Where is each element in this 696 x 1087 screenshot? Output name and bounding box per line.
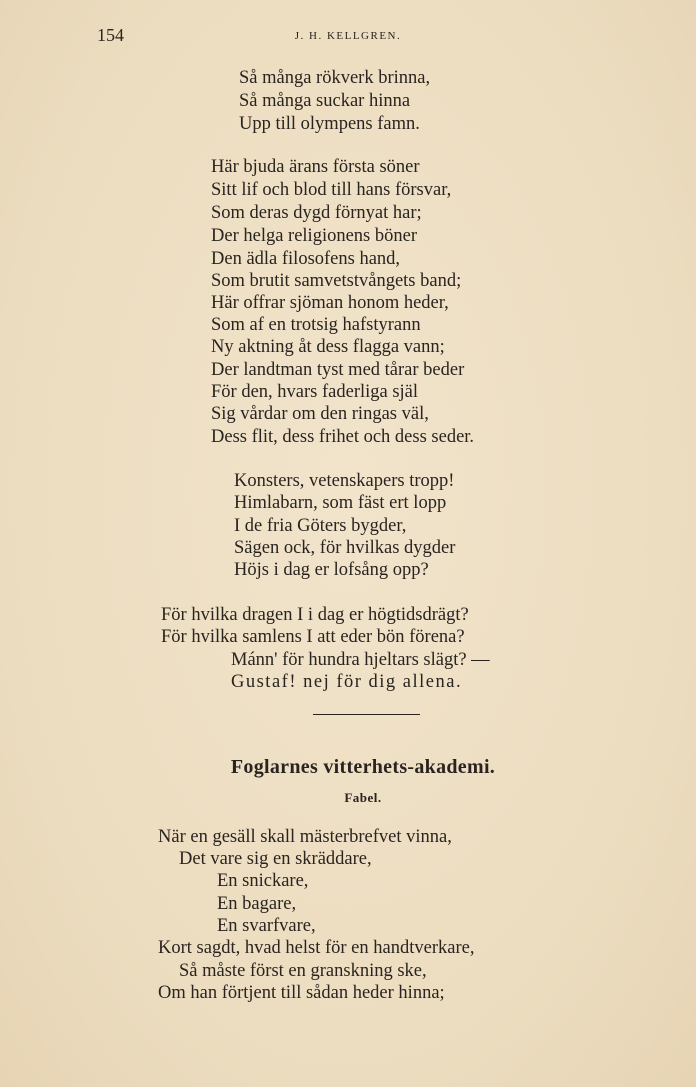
verse-line: Som deras dygd förnyat har; (211, 203, 422, 223)
verse-line: Der landtman tyst med tårar beder (211, 360, 465, 380)
verse-line: Så måste först en granskning ske, (179, 961, 427, 981)
verse-line: Kort sagdt, hvad helst för en handtverkare, (158, 938, 475, 958)
verse-line: Dess flit, dess frihet och dess seder. (211, 427, 475, 447)
fable-subtitle: Fabel. (344, 790, 382, 805)
verse-line: För hvilka dragen I i dag er högtidsdrägt? (161, 605, 469, 625)
verse-line: I de fria Göters bygder, (234, 516, 407, 536)
verse-line: Den ädla filosofens hand, (211, 249, 401, 269)
verse-line: Gustaf! nej för dig allena. (231, 672, 463, 692)
verse-line: Här bjuda ärans första söner (211, 157, 420, 177)
verse-line: Så många suckar hinna (239, 91, 411, 111)
verse-line: Konsters, vetenskapers tropp! (234, 471, 455, 491)
verse-line: Som brutit samvetstvångets band; (211, 271, 462, 291)
verse-line: När en gesäll skall mästerbrefvet vinna, (158, 827, 452, 847)
section-divider (313, 714, 420, 715)
verse-line: En snickare, (217, 871, 309, 891)
verse-line: Som af en trotsig hafstyrann (211, 315, 421, 335)
verse-line: Mánn' för hundra hjeltars slägt? — (231, 650, 490, 670)
verse-line: Sig vårdar om den ringas väl, (211, 404, 429, 424)
verse-line: Himlabarn, som fäst ert lopp (234, 493, 447, 513)
verse-line: Så många rökverk brinna, (239, 68, 431, 88)
running-head: J. H. KELLGREN. (294, 30, 402, 42)
verse-line: Der helga religionens böner (211, 226, 417, 246)
page-number: 154 (97, 25, 124, 45)
verse-line: För hvilka samlens I att eder bön förena? (161, 627, 465, 647)
verse-line: Ny aktning åt dess flagga vann; (211, 337, 445, 357)
verse-line: Det vare sig en skräddare, (179, 849, 372, 869)
verse-line: En svarfvare, (217, 916, 316, 936)
verse-line: Om han förtjent till sådan heder hinna; (158, 983, 445, 1003)
verse-line: En bagare, (217, 894, 297, 914)
verse-line: Upp till olympens famn. (239, 114, 420, 134)
verse-line: Sitt lif och blod till hans försvar, (211, 180, 452, 200)
verse-line: Här offrar sjöman honom heder, (211, 293, 449, 313)
fable-title: Foglarnes vitterhets-akademi. (230, 756, 496, 778)
verse-line: Höjs i dag er lofsång opp? (234, 560, 429, 580)
verse-line: För den, hvars faderliga själ (211, 382, 419, 402)
verse-line: Sägen ock, för hvilkas dygder (234, 538, 456, 558)
